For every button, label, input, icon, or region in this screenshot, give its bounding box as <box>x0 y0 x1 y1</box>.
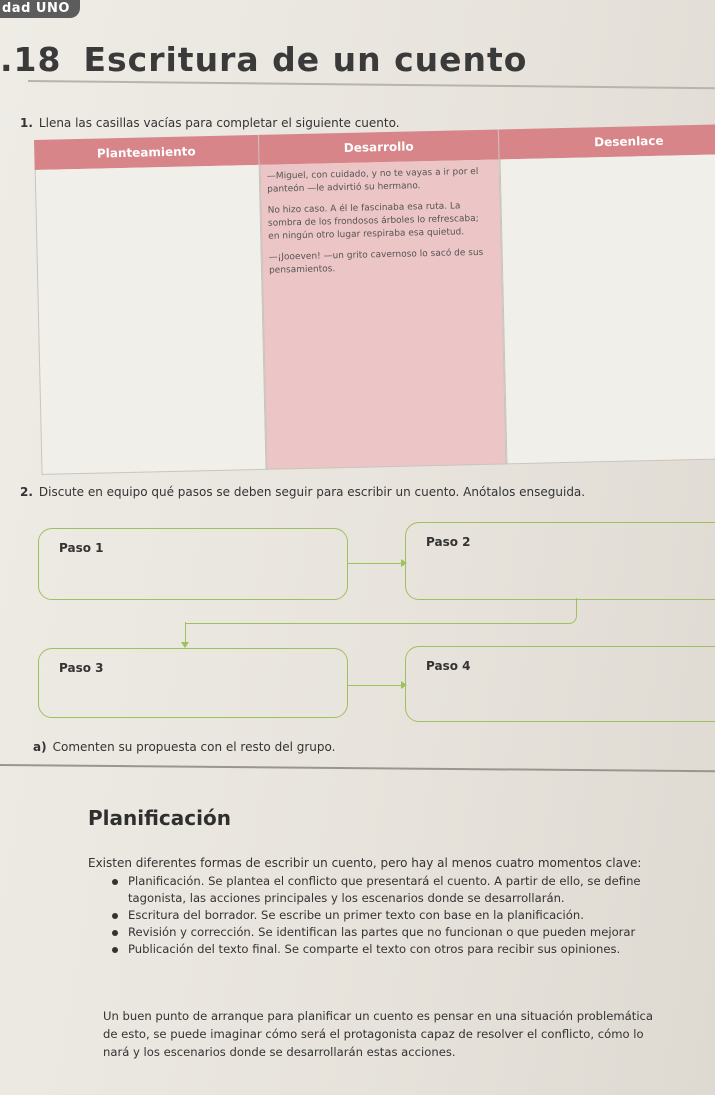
column-header-planteamiento: Planteamiento <box>34 135 260 170</box>
story-paragraph: No hizo caso. A él le fascinaba esa ruta. La sombra de los frondosos árboles lo refrescaba; en ningún otro lugar respiraba esa quietud. <box>267 201 479 242</box>
column-header-desarrollo: Desarrollo <box>259 129 500 164</box>
step-1-box[interactable] <box>38 528 348 600</box>
arrow-right-icon <box>348 563 405 564</box>
activity-1-text: Llena las casillas vacías para completar el siguiente cuento. <box>38 116 400 130</box>
step-1-label: Paso 1 <box>59 541 104 555</box>
column-planteamiento <box>34 135 267 475</box>
planteamiento-blank-cell[interactable] <box>35 165 267 475</box>
paragraph-line: Un buen punto de arranque para planificar un cuento es pensar en una situación problemática <box>103 1009 654 1023</box>
list-item-text-continued: tagonista, las acciones principales y los escenarios donde se desarrollarán. <box>128 891 565 905</box>
arrow-right-icon <box>348 685 405 686</box>
list-item <box>112 873 715 907</box>
step-4-label: Paso 4 <box>426 659 471 673</box>
activity-1-number: 1. <box>20 116 33 130</box>
title-divider <box>28 80 715 89</box>
list-item-text: Publicación del texto final. Se comparte el texto con otros para recibir sus opiniones. <box>128 942 621 956</box>
activity-1-instruction <box>20 116 400 130</box>
planificacion-intro: Existen diferentes formas de escribir un cuento, pero hay al menos cuatro momentos clave: <box>88 856 642 870</box>
lesson-title-text: Escritura de un cuento <box>83 40 528 79</box>
key-moments-list <box>112 873 715 958</box>
activity-2a-letter: a) <box>33 740 47 754</box>
column-desarrollo <box>259 129 507 469</box>
story-paragraph: —Miguel, con cuidado, y no te vayas a ir por el panteón —le advirtió su hermano. <box>266 166 479 195</box>
lesson-number: .18 <box>0 40 62 79</box>
step-2-label: Paso 2 <box>426 535 471 549</box>
column-desenlace <box>499 124 715 464</box>
lesson-title <box>0 40 527 79</box>
activity-2a-text: Comenten su propuesta con el resto del grupo. <box>52 740 336 754</box>
paragraph-line: nará y los escenarios donde se desarrollarán estas acciones. <box>103 1045 456 1059</box>
list-item-text: Escritura del borrador. Se escribe un primer texto con base en la planificación. <box>128 908 584 922</box>
list-item <box>112 907 715 924</box>
column-header-desenlace: Desenlace <box>499 124 715 159</box>
desarrollo-cell <box>260 159 507 469</box>
activity-2-number: 2. <box>20 485 33 499</box>
section-divider <box>0 764 715 772</box>
activity-2-text: Discute en equipo qué pasos se deben seguir para escribir un cuento. Anótalos enseguida. <box>38 485 586 499</box>
step-2-box[interactable] <box>405 522 715 600</box>
unit-tag: dad UNO <box>0 0 80 18</box>
paragraph-line: de esto, se puede imaginar cómo será el protagonista capaz de resolver el conflicto, cómo lo <box>103 1027 644 1041</box>
step-3-box[interactable] <box>38 648 348 718</box>
activity-2-instruction <box>20 485 585 499</box>
flow-connector <box>185 598 577 624</box>
list-item-text: Revisión y corrección. Se identifican las partes que no funcionan o que pueden mejorar <box>128 925 636 939</box>
list-item <box>112 924 715 941</box>
list-item <box>112 941 715 958</box>
planificacion-closing-paragraph <box>103 1007 715 1061</box>
story-paragraph: —¡Jooeven! —un grito cavernoso lo sacó de sus pensamientos. <box>268 247 484 276</box>
step-3-label: Paso 3 <box>59 661 104 675</box>
story-table <box>34 124 715 475</box>
arrow-down-icon <box>185 622 186 644</box>
planificacion-heading: Planificación <box>88 806 231 830</box>
desenlace-blank-cell[interactable] <box>500 154 715 464</box>
activity-2a-instruction <box>33 740 335 754</box>
step-4-box[interactable] <box>405 646 715 722</box>
list-item-text: Planificación. Se plantea el conflicto que presentará el cuento. A partir de ello, se define <box>128 874 641 888</box>
